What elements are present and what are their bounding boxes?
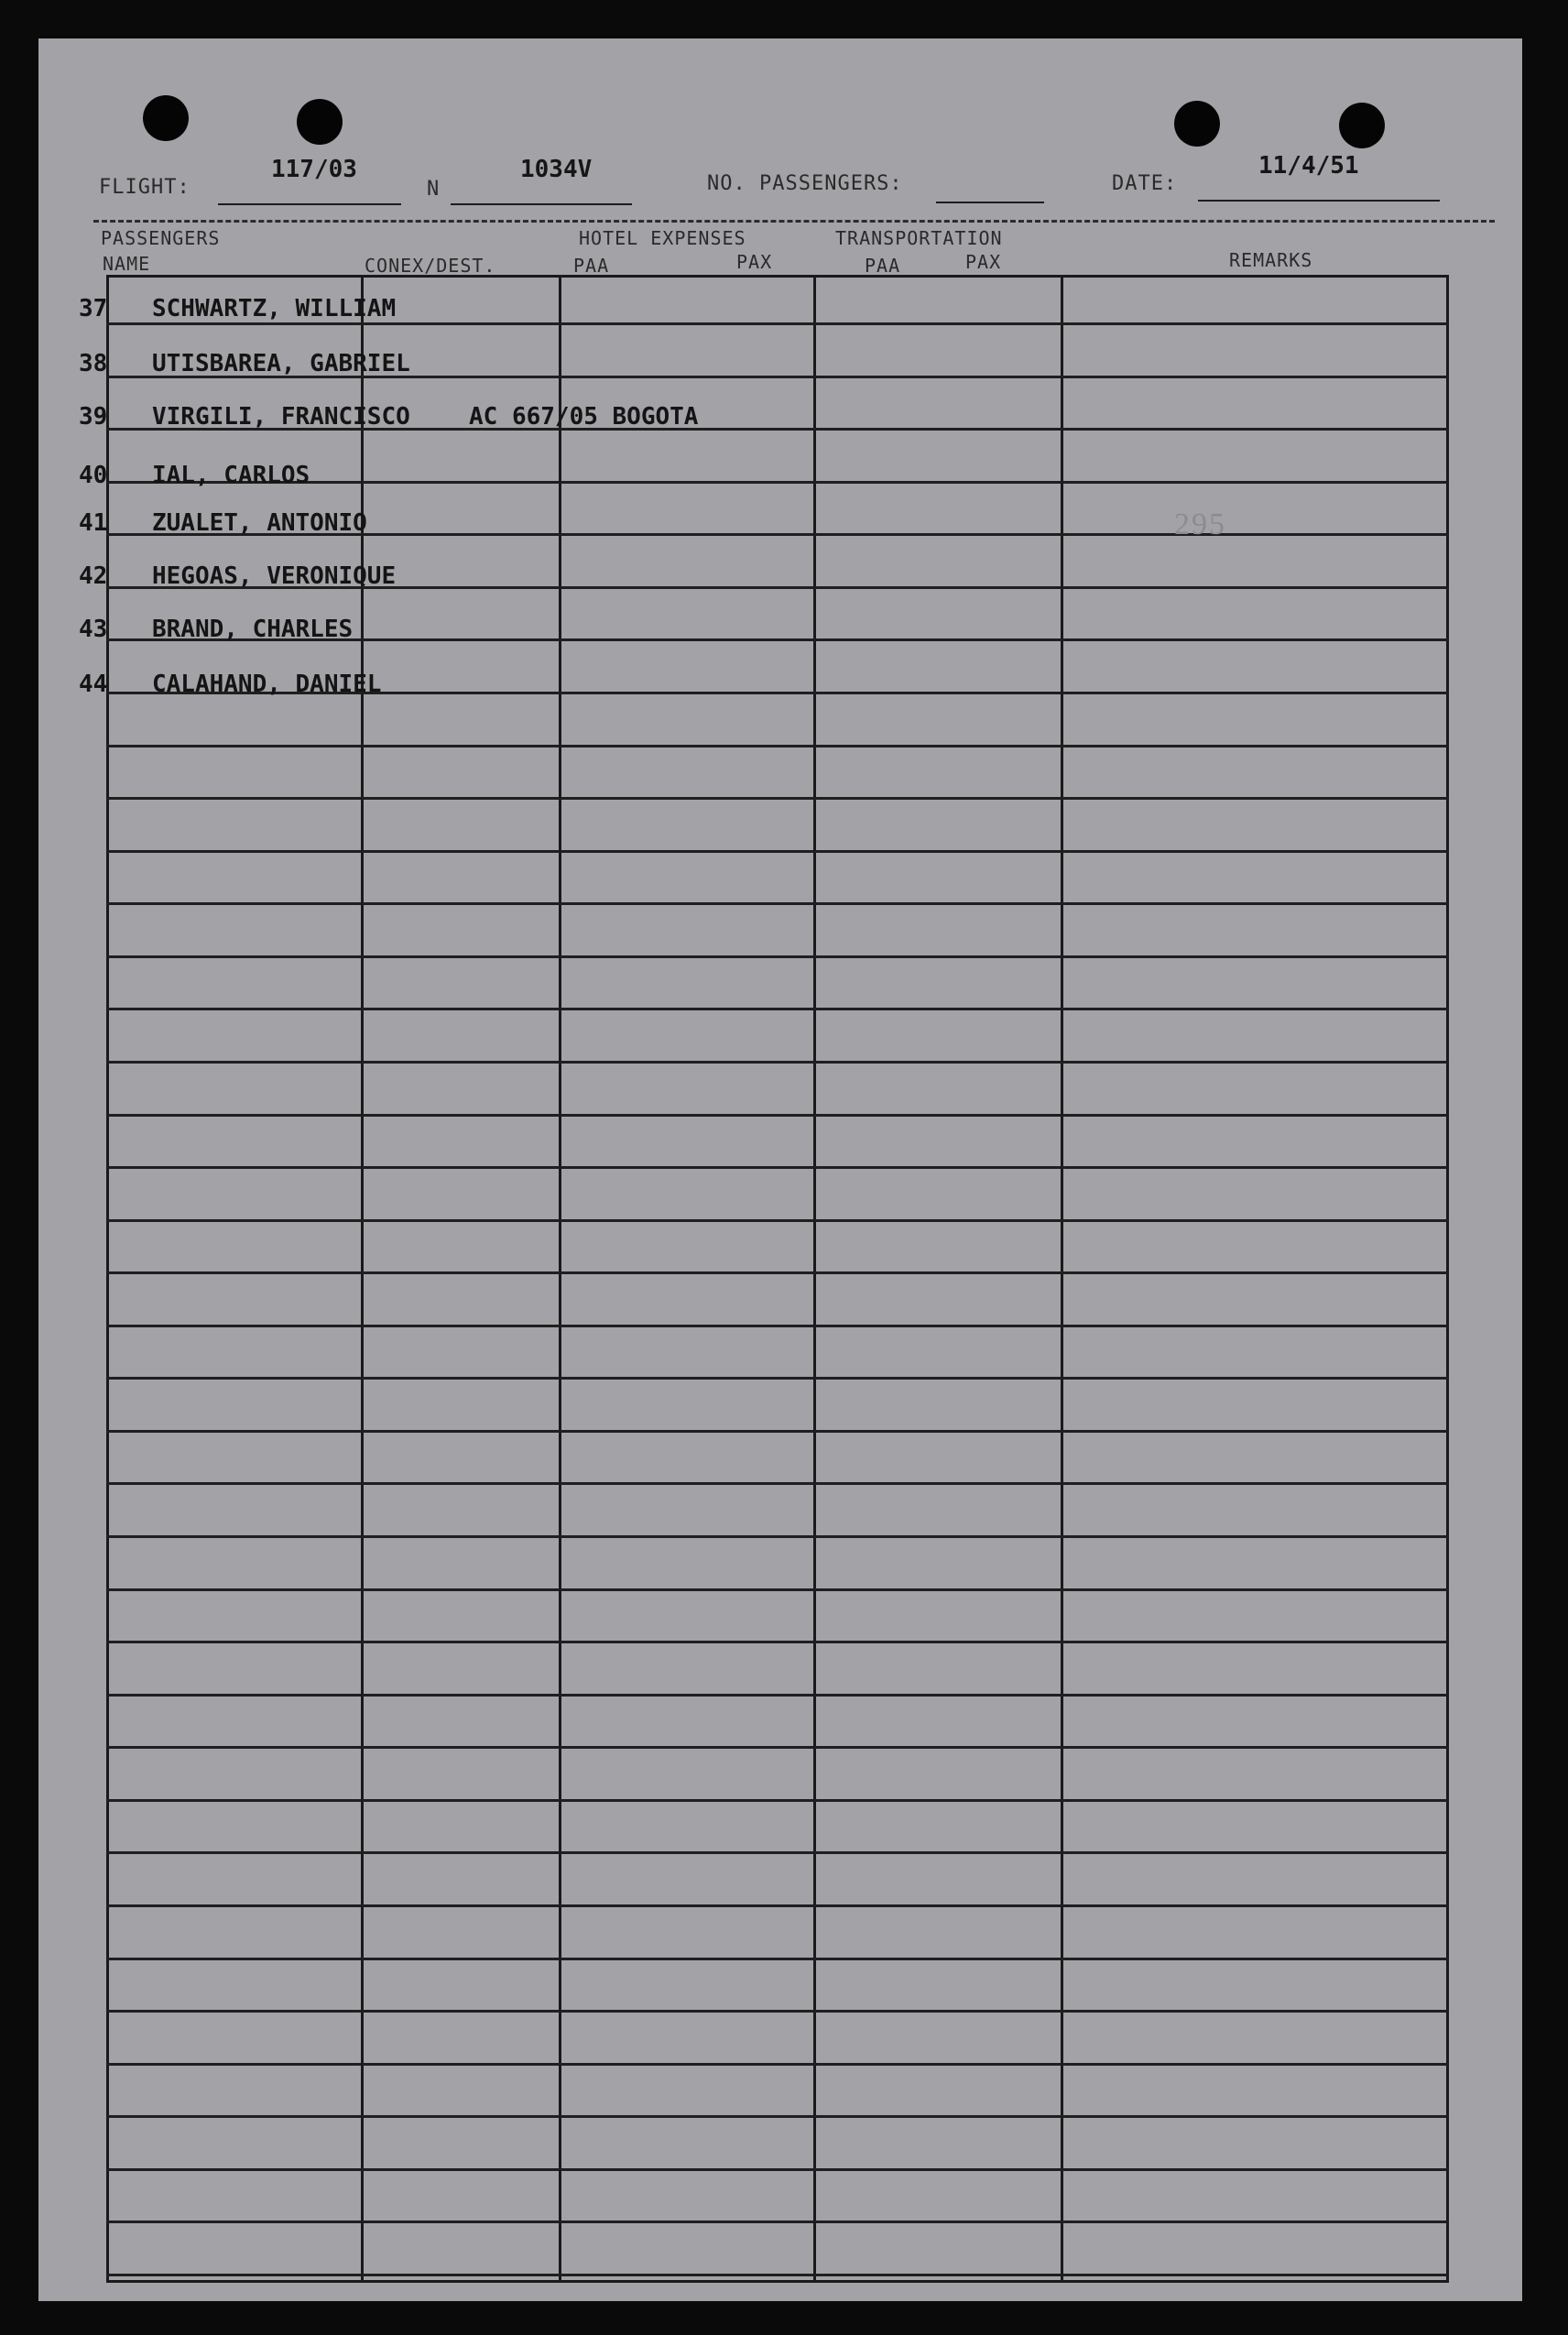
col-passengers: PASSENGERS — [101, 227, 221, 249]
col-hotel: HOTEL EXPENSES — [579, 227, 746, 249]
row-rule — [106, 2274, 1449, 2276]
date-line — [1198, 200, 1440, 202]
row-rule — [106, 2115, 1449, 2118]
row-rule — [106, 322, 1449, 325]
row-rule — [106, 1694, 1449, 1697]
col-remarks: REMARKS — [1229, 249, 1313, 271]
row-rule — [106, 1166, 1449, 1169]
row-rule — [106, 1482, 1449, 1485]
row-rule — [106, 1851, 1449, 1854]
passenger-name: UTISBAREA, GABRIEL — [152, 350, 410, 377]
row-rule — [106, 797, 1449, 800]
col-transport: TRANSPORTATION — [835, 227, 1003, 249]
row-number: 37 — [79, 295, 108, 322]
column-divider — [559, 275, 561, 2283]
passenger-conex: AC 667/05 BOGOTA — [469, 403, 699, 431]
n-label: N — [427, 178, 441, 201]
row-rule — [106, 745, 1449, 747]
row-rule — [106, 1746, 1449, 1749]
row-rule — [106, 850, 1449, 853]
n-line — [451, 203, 632, 205]
row-number: 43 — [79, 616, 108, 643]
faded-stamp: 295 — [1174, 507, 1226, 541]
row-rule — [106, 1114, 1449, 1117]
col-hotel-pax: PAX — [736, 251, 773, 273]
row-rule — [106, 1588, 1449, 1591]
column-divider — [813, 275, 816, 2283]
passenger-name: CALAHAND, DANIEL — [152, 671, 382, 698]
col-conex: CONEX/DEST. — [365, 255, 496, 277]
passenger-name: SCHWARTZ, WILLIAM — [152, 295, 397, 322]
passenger-name: ZUALET, ANTONIO — [152, 509, 367, 537]
date-value: 11/4/51 — [1258, 152, 1359, 180]
row-rule — [106, 1904, 1449, 1907]
row-rule — [106, 1535, 1449, 1538]
passengers-label: NO. PASSENGERS: — [707, 172, 903, 195]
date-label: DATE: — [1112, 172, 1178, 195]
row-rule — [106, 1430, 1449, 1433]
passengers-line — [936, 202, 1044, 203]
row-rule — [106, 1325, 1449, 1327]
punch-hole — [1174, 101, 1220, 147]
row-rule — [106, 1219, 1449, 1222]
passenger-name: VIRGILI, FRANCISCO — [152, 403, 410, 431]
row-rule — [106, 902, 1449, 905]
passenger-name: BRAND, CHARLES — [152, 616, 354, 643]
manifest-page — [38, 38, 1522, 2301]
flight-line — [218, 203, 401, 205]
row-rule — [106, 2168, 1449, 2171]
passenger-name: IAL, CARLOS — [152, 462, 310, 489]
punch-hole — [297, 99, 343, 145]
flight-value: 117/03 — [271, 156, 357, 183]
col-hotel-paa: PAA — [573, 255, 610, 277]
row-rule — [106, 1008, 1449, 1010]
row-number: 41 — [79, 509, 108, 537]
col-name: NAME — [103, 253, 151, 275]
row-rule — [106, 1061, 1449, 1064]
row-number: 42 — [79, 562, 108, 590]
row-rule — [106, 1271, 1449, 1274]
n-value: 1034V — [520, 156, 593, 183]
col-transport-paa: PAA — [865, 255, 901, 277]
row-rule — [106, 2220, 1449, 2223]
flight-label: FLIGHT: — [99, 176, 191, 199]
row-number: 44 — [79, 671, 108, 698]
row-rule — [106, 1799, 1449, 1802]
row-number: 40 — [79, 462, 108, 489]
row-number: 39 — [79, 403, 108, 431]
punch-hole — [143, 95, 189, 141]
row-rule — [106, 1958, 1449, 1960]
punch-hole — [1339, 103, 1385, 148]
row-rule — [106, 1377, 1449, 1380]
row-rule — [106, 2010, 1449, 2013]
passenger-name: HEGOAS, VERONIQUE — [152, 562, 397, 590]
row-rule — [106, 2063, 1449, 2066]
row-rule — [106, 1641, 1449, 1643]
col-transport-pax: PAX — [965, 251, 1002, 273]
row-rule — [106, 955, 1449, 958]
dashed-separator — [93, 220, 1495, 223]
row-number: 38 — [79, 350, 108, 377]
column-divider — [1061, 275, 1063, 2283]
